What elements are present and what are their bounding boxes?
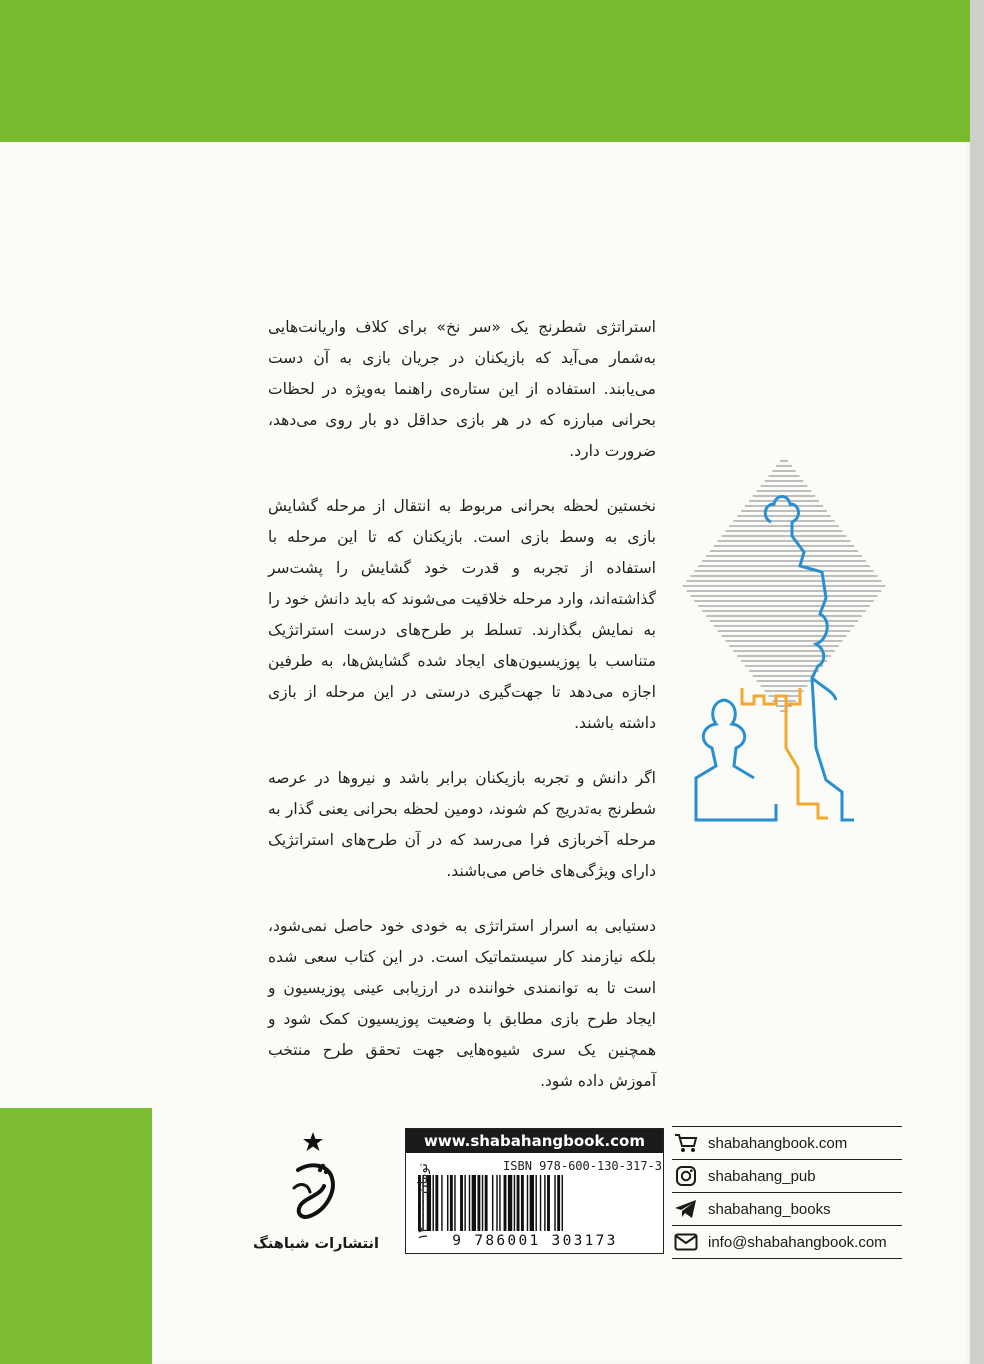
description-text bbox=[268, 312, 656, 1121]
chess-pieces-illustration bbox=[676, 448, 891, 848]
contact-label: shabahang_books bbox=[708, 1200, 831, 1218]
publisher-logo bbox=[280, 1126, 346, 1232]
contact-label: shabahangbook.com bbox=[708, 1134, 848, 1152]
contact-list bbox=[672, 1126, 902, 1259]
email-icon bbox=[672, 1228, 700, 1256]
website-url[interactable]: www.shabahangbook.com bbox=[406, 1129, 663, 1153]
instagram-icon bbox=[672, 1162, 700, 1190]
base-outline-blue bbox=[696, 800, 776, 820]
shopping-cart-icon bbox=[672, 1129, 700, 1157]
publisher-name: انتشارات شباهنگ bbox=[253, 1236, 379, 1252]
contact-instagram[interactable] bbox=[672, 1159, 902, 1192]
cover-green-header bbox=[0, 0, 970, 142]
description-paragraph: دستیابی به اسرار استراتژی به خودی خود حاصل نمی‌شود، بلکه نیازمند کار سیستماتیک است. در این کتاب سعی شده است تا به توانمندی خواننده در ارزیابی عینی پوزیسیون و ایجاد طرح بازی مطابق با وضعیت پوزیسیون کمک شود و همچنین یک سری شیوه‌هایی جهت تحقق طرح منتخب آموزش داده شود. bbox=[268, 917, 656, 1090]
description-paragraph: نخستین لحظه بحرانی مربوط به انتقال از مرحله گشایش بازی به وسط بازی است. بازیکنان که تا این مرحله با استفاده از تجربه و قدرت خود گشایش را پشت‌سر گذاشته‌اند، وارد مرحله خلاقیت می‌شوند که باید دانش خود را به نمایش بگذارند. تسلط بر طرح‌های درست استراتژیک متناسب با پوزیسیون‌های ایجاد شده گشایش‌ها، به طرفین اجازه می‌دهد تا جهت‌گیری درستی در این مرحله از بازی داشته باشند. bbox=[268, 497, 656, 732]
description-paragraph: اگر دانش و تجربه بازیکنان برابر باشد و نیروها در عرصه شطرنج به‌تدریج کم شوند، دومین لحظه بحرانی یعنی گذار به مرحله آخربازی فرا می‌رسد که در آن طرح‌های استراتژیک دارای ویژگی‌های خاص می‌باشند. bbox=[268, 769, 656, 880]
pawn-outline-blue bbox=[696, 700, 754, 800]
king-outline-blue bbox=[765, 497, 854, 821]
book-spine-edge bbox=[970, 0, 984, 1364]
isbn-number: ISBN 978-600-130-317-3 bbox=[503, 1159, 662, 1173]
contact-email[interactable] bbox=[672, 1225, 902, 1259]
star-icon bbox=[303, 1132, 323, 1151]
contact-label: shabahang_pub bbox=[708, 1167, 816, 1185]
barcode-bars bbox=[414, 1175, 656, 1231]
bottom-green-block bbox=[0, 1108, 152, 1364]
barcode-panel bbox=[405, 1128, 664, 1254]
diamond-stripes bbox=[683, 456, 886, 716]
description-paragraph: استراتژی شطرنج یک «سر نخ» برای کلاف واریانت‌هایی به‌شمار می‌آید که بازیکنان در جریان بازی به آن دست می‌یابند. استفاده از این ستاره‌ی راهنما به‌ویژه در لحظات بحرانی مبارزه که در هر بازی حداقل دو بار روی می‌دهد، ضرورت دارد. bbox=[268, 318, 656, 460]
contact-telegram[interactable] bbox=[672, 1192, 902, 1225]
barcode-digits: 9 786001 303173 bbox=[452, 1233, 618, 1249]
price-label: ۱۲۰۰۰۰ تومان bbox=[416, 1163, 431, 1240]
telegram-icon bbox=[672, 1195, 700, 1223]
contact-label: info@shabahangbook.com bbox=[708, 1233, 887, 1251]
contact-website[interactable] bbox=[672, 1126, 902, 1159]
